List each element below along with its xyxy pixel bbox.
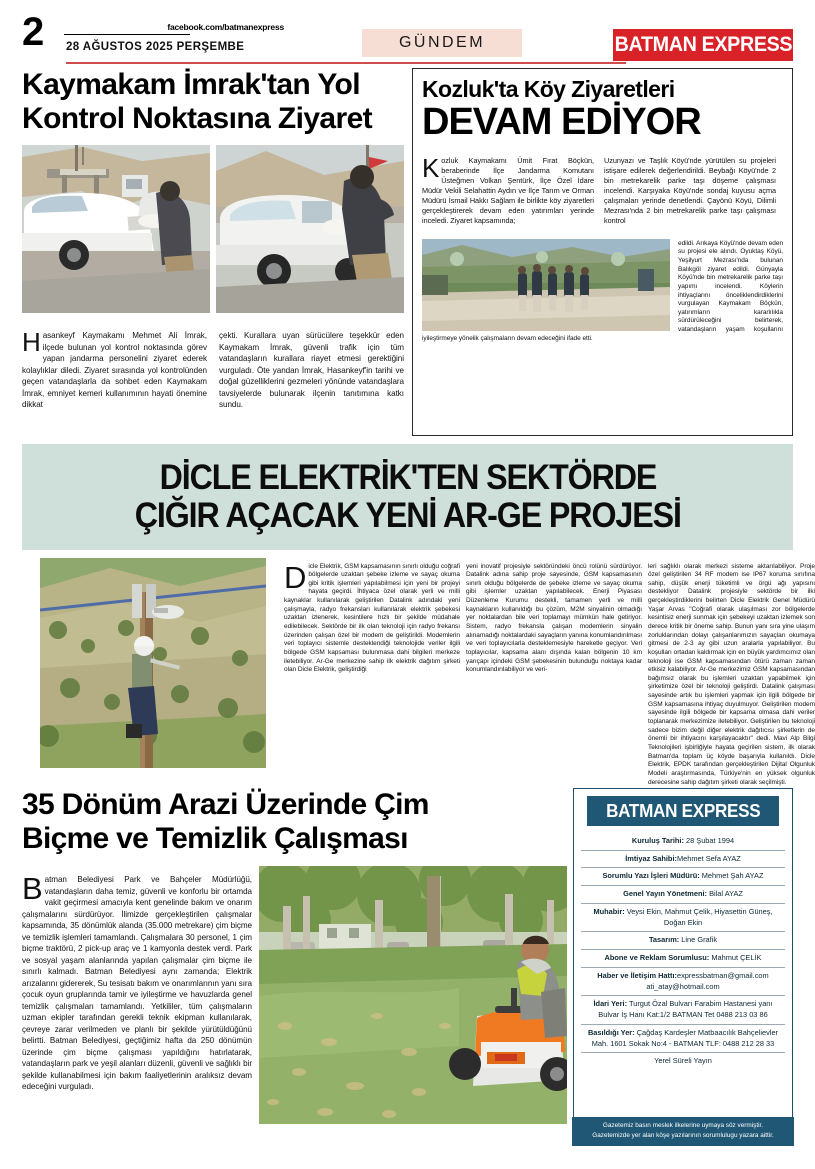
article4-content bbox=[22, 866, 567, 1124]
photo-lineman-on-pole bbox=[40, 558, 266, 768]
colophon-row-value: Mahmut ÇELİK bbox=[709, 953, 762, 963]
colophon-row bbox=[581, 967, 785, 995]
article2-column-1 bbox=[422, 149, 594, 233]
photo-roadside-check-2 bbox=[216, 145, 404, 313]
colophon-row bbox=[581, 931, 785, 949]
colophon-row bbox=[581, 867, 785, 885]
article3-column-1 bbox=[284, 556, 460, 681]
colophon-disclaimer-line2: Gazetemizde yer alan köşe yazılarının sorumlulugu yazara aittir. bbox=[592, 1131, 774, 1139]
article3-column-2 bbox=[466, 556, 642, 681]
article3-col1-text-cont: yeni inovatif projesiyle sektöründeki öncü rolünü sürdürüyor. Datalink adına sahip proje sayesinde, GSM kapsamasının sınırlı olduğu bölgelerde de şebeke izleme ve sayaç okuma gibi işlemler uzaktan yapılabilecek. Enerji Piyasası Düzenleme Kurumu destekli, tamamen yerli ve milli kaynakların kullanıldığı bu çözüm, M2M sinyalinin olmadığı yer noktalardan bile veri toplamayı mümkün hale getiriyor. Sistem, radyo frekansla çalışan modemlerin sinyalin alınamadığı noktalardaki sayaçların yanına konumlandırılması ve veri toplayıcılarla desteklemesiyle hareketle geçiyor. Veri toplayıcılar, kapsama alanı dışında kalan bölgenin 10 km yarıçapı içindeki GSM şebekesinin bulunduğu noktaya kadar konumlandırılabiliyor ve veri- bbox=[466, 562, 642, 674]
colophon-row-value: Veysi Ekin, Mahmut Çelik, Hiyasettin Güneş, Doğan Ekin bbox=[624, 906, 773, 927]
colophon-row-label: İmtiyaz Sahibi: bbox=[625, 853, 677, 863]
article-dicle-elektrik bbox=[22, 552, 815, 786]
article1-col2-text: çekti. Kurallara uyan sürücülere teşekkür eden Kaymakam İmrak, güvenli trafik için tüm vatandaşların kurallara riayet etmesi gerektiğini vurguladı. Öte yandan İmrak, Hasankeyf'in tarihi ve doğal güzelliklerini gezmeleri yönünde vatandaşlara tavsiyelerde bulunarak ilçenin tanıtımına katkı sundu. bbox=[219, 331, 404, 410]
article3-column-3 bbox=[648, 556, 815, 794]
article4-headline-line1: 35 Dönüm Arazi Üzerinde Çim bbox=[22, 788, 429, 821]
article2-kicker: Kozluk'ta Köy Ziyaretleri bbox=[422, 76, 675, 102]
article3-banner bbox=[22, 444, 793, 550]
colophon-row-value: 28 Şubat 1994 bbox=[683, 836, 735, 845]
photo-village-visit-group bbox=[422, 239, 670, 331]
colophon-row bbox=[581, 1024, 785, 1052]
page-number: 2 bbox=[22, 10, 45, 54]
colophon-row-label: Abone ve Reklam Sorumlusu: bbox=[604, 953, 710, 963]
article-kaymakam-imrak bbox=[22, 68, 404, 419]
colophon-row-value: ati_atay@hotmail.com bbox=[646, 981, 720, 991]
masthead-logo-text: BATMAN EXPRESS bbox=[614, 33, 792, 56]
colophon-row-label: Kuruluş Tarihi: bbox=[631, 836, 684, 845]
article4-headline-line2: Biçme ve Temizlik Çalışması bbox=[22, 822, 408, 856]
colophon-rows bbox=[581, 833, 785, 1070]
article1-headline-line1: Kaymakam İmrak'tan Yol bbox=[22, 68, 360, 101]
colophon-row-label: Genel Yayın Yönetmeni: bbox=[623, 889, 708, 899]
colophon-disclaimer-line1: Gazetemiz basın meslek ilkelerine uymaya söz vermiştir. bbox=[602, 1122, 764, 1130]
colophon-row-label: Sorumlu Yazı İşleri Müdürü: bbox=[602, 871, 700, 881]
article2-photo bbox=[422, 239, 670, 331]
article1-headline-line2: Kontrol Noktasına Ziyaret bbox=[22, 101, 373, 135]
colophon-row-value: Mehmet Şah AYAZ bbox=[699, 871, 764, 881]
article-kozluk-koy-ziyaretleri bbox=[412, 68, 793, 436]
colophon-row bbox=[581, 1052, 785, 1070]
article3-banner-line2: ÇIĞIR AÇACAK YENİ AR-GE PROJESİ bbox=[134, 496, 681, 535]
colophon-logo bbox=[587, 796, 779, 826]
social-handle[interactable]: facebook.com/batmanexpress bbox=[167, 22, 284, 32]
colophon-box bbox=[573, 788, 793, 1145]
colophon-row-value: Bilal AYAZ bbox=[707, 889, 743, 899]
article4-body-text: Batman Belediyesi Park ve Bahçeler Müdürlüğü, vatandaşların daha temiz, güvenli ve konforlu bir ortamda vakit geçirmesi amacıyla kent genelinde bakım ve onarım çalışmalarını sürdürüyor. İlimizde gerçekleştirilen çalışmalar kapsamında, 35 dönümlük alanda (35.000 metrekare) çim biçme ve temizlik işlemleri tamamlandı. Çalışmalara 30 personel, 1 çim biçme traktörü, 2 pick-up araç ve 1 kamyonla destek verdi. Park ve sosyal yaşam alanlarında yapılan çalışmalar çim biçme ile sınırlı kalmadı. Batman Belediyesi aynı zamanda; Elektrik arızalarını gidererek, Su tesisatı bakım ve onarımlarının yanı sıra çocuk oyun gruplarında tamir ve iyileştirme ve havuzlarda genel temizlik çalışmaları tamamlandı. Yetkililer, tüm çalışmaların uzman ekipler tarafından gerekli teknik ekipman kullanılarak, çevreye zarar verilmeden ve planlı bir şekilde yürütüldüğünü belirtti. Batman Belediyesi, geçtiğimiz hafta da 250 dönümün üzerinde çim biçme çalışması yapıldığını hatırlatarak, vatandaşların park ve yeşil alanları düzenli, güvenli ve sağlıklı bir şekilde kullanabilmesi için bakım faaliyetlerinin aralıksız devam edeceğini vurguladı. bbox=[22, 871, 252, 1092]
colophon-row bbox=[581, 833, 785, 850]
article3-photo bbox=[40, 558, 266, 768]
colophon-row-value: Mehmet Sefa AYAZ bbox=[676, 853, 741, 863]
photo-roadside-check-1 bbox=[22, 145, 210, 313]
colophon-row-value: expressbatman@gmail.com bbox=[676, 970, 769, 980]
colophon-row-value: Çağdaş Kardeşler Matbaacılık Bahçelievler Mah. 1601 Sokak No:4 - BATMAN TLF: 0488 212 28 33 bbox=[591, 1027, 779, 1048]
colophon-row bbox=[581, 885, 785, 903]
article2-headline: DEVAM EDİYOR bbox=[422, 101, 701, 144]
article4-text-column bbox=[22, 866, 252, 1124]
publication-date: 28 AĞUSTOS 2025 PERŞEMBE bbox=[66, 41, 245, 53]
header-divider-short bbox=[64, 34, 190, 35]
colophon-row bbox=[581, 995, 785, 1023]
colophon-row-value: Line Grafik bbox=[679, 935, 718, 945]
article1-photo-row bbox=[22, 145, 404, 313]
colophon-row-label: Haber ve İletişim Hattı: bbox=[597, 970, 677, 980]
article2-col1-text: Kozluk Kaymakamı Ümit Fırat Böçkün, beraberinde İlçe Jandarma Komutanı Üsteğmen Volkan Şentürk, İlçe Özel İdare Müdür Vekili Selahattin Aydın ve İlçe Tarım ve Orman Müdürü İsmail Hakkı Sağlam ile birlikte köy ziyaretleri gerçekleştirerek devam eden yatırımları yerinde inceledi. Ziyaret kapsamında; bbox=[422, 153, 594, 225]
colophon-row-label: Tasarım: bbox=[648, 935, 680, 945]
colophon-row bbox=[581, 903, 785, 931]
article1-headline bbox=[22, 68, 404, 135]
article3-col2-text: leri sağlıklı olarak merkezi sisteme aktarılabiliyor. Proje özel geliştirilen 34 RF modem ise IP67 koruma sınıfına sahip, düşük enerji tüketimli ve örgü ağı yapısını destekliyor Datalink projesiyle sektörde bir ilki gerçekleştirdiklerini belirten Dicle Elektrik Genel Müdürü Yaşar Arvas "Coğrafi olarak ulaşılması zor bölgelerde kesintisiz enerji sunmak için şebekeyi uzaktan izlemek son derece kritik bir öneme sahip. Bunun yanı sıra yine ulaşım zorluklarından dolayı çalışanlarımızın sayaçları okumaya gitmesi de 2-3 ay gibi uzun aralarla yapılabiliyor. Bu koşulları ortadan kaldırmak için en büyük yardımcımız olan teknoloji ise GSM kapsamasından ötürü zaman zaman etkisiz kalabiliyor. Ar-Ge merkezimiz GSM kapsamasından bağımsız olarak bu işlemleri uzaktan yapabilmek için şirketimize özel bir teknoloji geliştirdi. Datalink çalışması sayesinde artık bu işlemleri yapmak için ilgili bölgede bir GSM kapsamasına ihtiyaç duyulmuyor. Geliştirilen modem sayesinde ilgili bölgede bir kapsama olmasa dahi veriler toplanarak merkezimize iletebiliyor. Geliştirilen bu teknoloji sadece bizim değil diğer elektrik dağıtıcısı şirketlerin de önemli bir ihtiyacını karşılayacaktır" dedi. Mavi Alp Bilgi Teknolojileri işbirliğiyle hayata geçirilen sistem, ilk olarak Batman'da toplam üç köyde başarıyla kullanıldı. Dicle Elektrik, EPDK tarafından gerçekleştirilen Dijital Olgunluk Modeli araştırmasında, Türkiye'nin en yüksek olgunluk derecesine sahip dağıtım şirketi olarak seçilmişti. bbox=[648, 562, 815, 786]
article1-photo-2 bbox=[216, 145, 404, 313]
article3-col1-text: Dicle Elektrik, GSM kapsamasının sınırlı olduğu coğrafi bölgelerde uzaktan şebeke izleme ve sayaç okuma gibi kritik işlemleri yapılabilmesi için yeni bir projeyi hayata geçirdi. İhtiyaca özel olarak yerli ve milli kaynaklar kullanılarak geliştirilen Datalink adındaki yeni çalışmayla, radyo frekansları kullanılarak elektrik şebekesi uzaktan izlenerek, kesintilere hızlı bir şekilde müdahale edilebilecek. Sektörde bir ilk olan teknoloji için radyo frekansı üzerinden çalışan özel bir modem de geliştirildi. Modemlerin veri toplayıcı sistemle desteklendiği teknolojide veriler ilgili bölgede GSM kapsaması bulunmasa dahi bilgileri merkeze iletebiliyor. Ar-Ge merkezine sahip ilk elektrik dağıtım şirketi olan Dicle Elektrik, geliştirdiği bbox=[284, 559, 460, 674]
article1-col1-text: Hasankeyf Kaymakamı Mehmet Ali İmrak, ilçede bulunan yol kontrol noktasında görev yapan jandarma personelini ziyaret ederek kolaylıklar diledi. Ziyaret sırasında yol kontrolünden geçen vatandaşlarla da sohbet eden Kaymakam İmrak, emniyet kemeri kullanımının hayati önemine dikkat bbox=[22, 327, 207, 410]
colophon-row-value: Turgut Özal Bulvarı Farabim Hastanesi yanı Bulvar İş Hanı Kat:1/2 BATMAN Tet 0488 213 03 86 bbox=[598, 999, 773, 1020]
article1-column-2 bbox=[219, 322, 404, 419]
article3-banner-line1: DİCLE ELEKTRİK'TEN SEKTÖRDE bbox=[159, 458, 656, 498]
article1-photo-1 bbox=[22, 145, 210, 313]
article2-top-columns bbox=[422, 149, 783, 233]
colophon-row bbox=[581, 949, 785, 967]
article4-headline bbox=[22, 788, 567, 856]
colophon-row-value: Yerel Süreli Yayın bbox=[654, 1056, 712, 1066]
colophon-disclaimer bbox=[572, 1117, 793, 1145]
header-divider-rule bbox=[66, 62, 626, 64]
article-cim-bicme bbox=[22, 788, 567, 1124]
colophon-row-label: Basıldığı Yer: bbox=[587, 1027, 635, 1037]
colophon-row-label: Muhabir: bbox=[593, 906, 625, 916]
photo-lawn-mower-park bbox=[259, 866, 567, 1124]
article4-photo bbox=[259, 866, 567, 1124]
page-header bbox=[22, 10, 793, 64]
colophon-row-label: İdari Yeri: bbox=[593, 999, 628, 1009]
section-tag: GÜNDEM bbox=[362, 29, 522, 57]
article1-body bbox=[22, 322, 404, 419]
article1-column-1 bbox=[22, 322, 207, 419]
colophon-row bbox=[581, 850, 785, 868]
article2-col2-text: Uzunyazı ve Taşlık Köyü'nde yürütülen su projeleri istişare edilerek değerlendirildi. Beybağı Köyü'nde 2 bin metrekarelik parke taşı döşeme çalışması incelendi. Karşıyaka Köyü'nde sondaj kuyusu açma çalışmaları yerinde denetlendi. Çayönü Köyü, Dilimli Mezrası'nda 2 bin metrekarelik parke taşı çalışması kontrol bbox=[604, 156, 776, 225]
article2-column-2 bbox=[604, 149, 776, 233]
colophon-logo-text: BATMAN EXPRESS bbox=[605, 800, 761, 821]
article2-col3-text: edildi. Arıkaya Köyü'nde devam eden su projesi ele alındı. Oyuktaş Köyü, Yeşilyurt Mezrası'nda bulunan Balıkgöl ziyaret edildi. Günyayla Köyü'nde bin metrekarelik parke taşı yapımı incelendi. Köylerin ihtiyaçlarını önceliklendirdiklerini vurgulayan Kaymakam Böçkün, yatırımların kararlılıkla sürdürüleceğini belirterek, vatandaşların yaşam koşullarını iyileştirmeye yönelik çalışmaların devam edeceğini ifade etti. bbox=[422, 239, 783, 342]
article2-lower bbox=[422, 233, 783, 350]
masthead-logo bbox=[613, 29, 793, 61]
